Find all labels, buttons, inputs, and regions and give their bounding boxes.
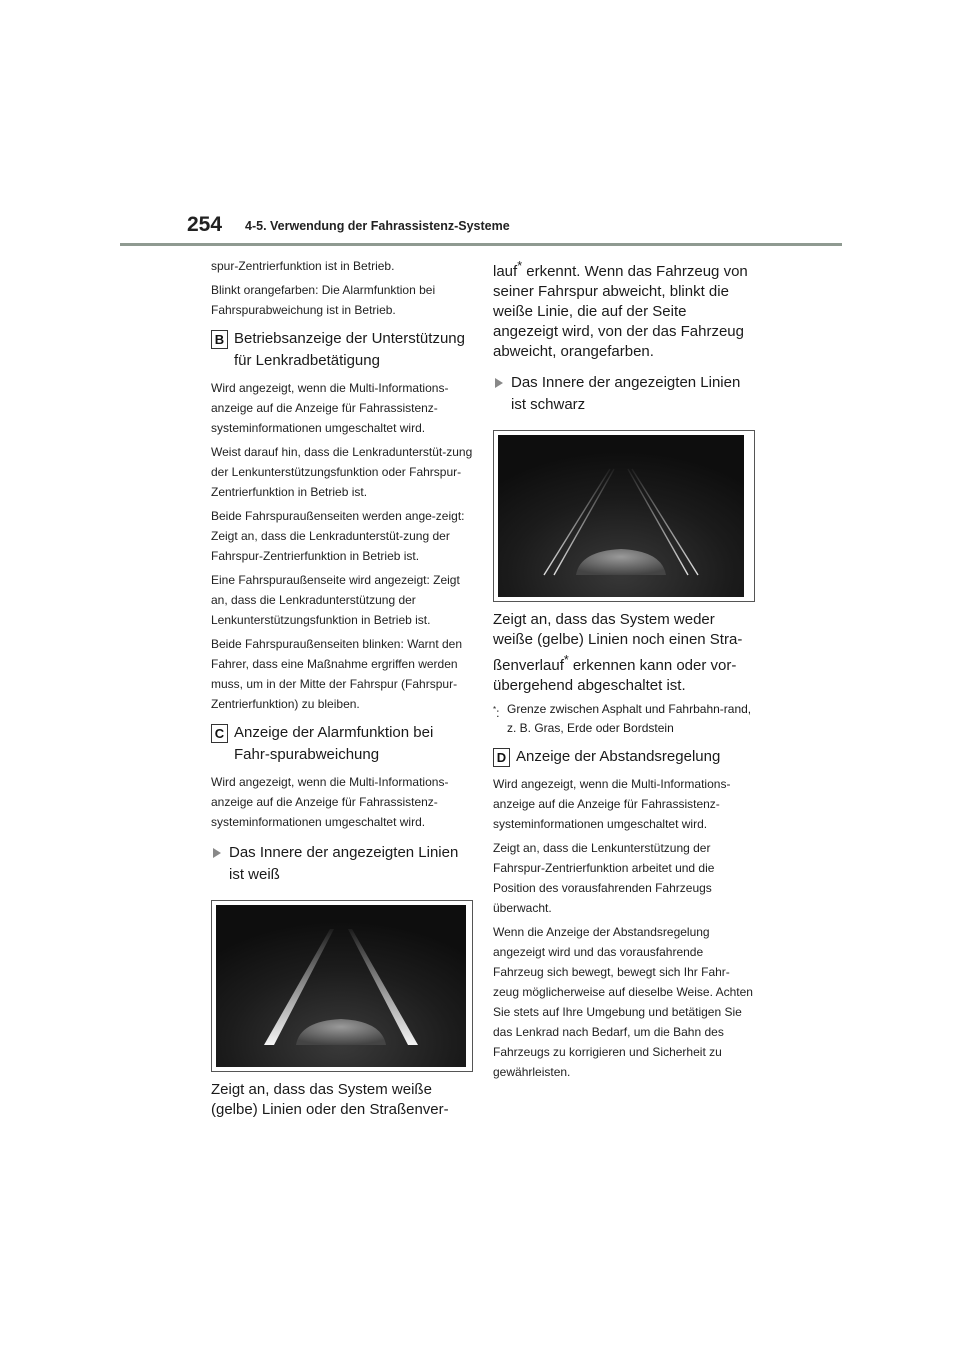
lane-display-figure-white	[211, 900, 473, 1072]
paragraph: spur-Zentrierfunktion ist in Betrieb.	[211, 259, 395, 273]
footnote-star: *	[493, 705, 497, 714]
paragraph: Beide Fahrspuraußenseiten blinken: Warnt den Fahrer, dass eine Maßnahme ergriffen werden muss, um in der Mitte der Fahrspur (Fahrspur-Zentrierfunktion) zu bleiben.	[211, 637, 463, 711]
paragraph: Beide Fahrspuraußenseiten werden ange-zeigt: Zeigt an, dass die Lenkradunterstüt-zung der Fahrspur-Zentrierfunktion in Betrieb ist.	[211, 509, 465, 563]
lane-white-illustration	[216, 905, 466, 1067]
paragraph: Wird angezeigt, wenn die Multi-Informations-anzeige auf die Anzeige für Fahrassistenz-systeminformationen umgeschaltet wird.	[211, 381, 449, 435]
section-badge-d: D	[493, 748, 510, 767]
section-title-d: Anzeige der Abstandsregelung	[516, 748, 721, 765]
section-title-b: Betriebsanzeige der Unterstützung für Lenkradbetätigung	[234, 330, 465, 369]
triangle-bullet-icon	[495, 378, 503, 388]
lane-black-illustration	[498, 435, 744, 597]
section-title-c: Anzeige der Alarmfunktion bei Fahr-spurabweichung	[234, 724, 434, 763]
paragraph: Zeigt an, dass die Lenkunterstützung der Fahrspur-Zentrierfunktion arbeitet und die Position des vorausfahrenden Fahrzeugs überwacht.	[493, 841, 715, 915]
footnote-text: Grenze zwischen Asphalt und Fahrbahn-rand, z. B. Gras, Erde oder Bordstein	[507, 702, 752, 735]
section-heading-b	[211, 328, 473, 372]
text-run: erkennen kann oder vor-übergehend abgeschaltet ist.	[493, 657, 737, 694]
right-column	[493, 256, 755, 1086]
paragraph	[493, 256, 755, 362]
footnote	[493, 700, 755, 738]
paragraph: Wird angezeigt, wenn die Multi-Informations-anzeige auf die Anzeige für Fahrassistenz-systeminformationen umgeschaltet wird.	[493, 777, 731, 831]
paragraph: Blinkt orangefarben: Die Alarmfunktion bei Fahrspurabweichung ist in Betrieb.	[211, 283, 436, 317]
section-badge-c: C	[211, 724, 228, 743]
bullet-text: Das Innere der angezeigten Linien ist schwarz	[511, 374, 741, 413]
section-heading-c	[211, 722, 473, 766]
lane-display-figure-black	[493, 430, 755, 602]
section-title: 4-5. Verwendung der Fahrassistenz-Systeme	[245, 219, 510, 233]
figure-caption: Zeigt an, dass das System weiße (gelbe) Linien oder den Straßenver-	[211, 1081, 449, 1118]
bullet-text: Das Innere der angezeigten Linien ist weiß	[229, 844, 459, 883]
paragraph: Wenn die Anzeige der Abstandsregelung angezeigt wird und das vorausfahrende Fahrzeug sich bewegt, bewegt sich Ihr Fahr-zeug möglicherweise auf dieselbe Weise. Achten Sie stets auf Ihre Umgebung und betätigen Sie das Lenkrad nach Bedarf, um die Bahn des Fahrzeugs zu korrigieren und Sicherheit zu gewährleisten.	[493, 925, 753, 1079]
text-run: Zeigt an, dass das System weder weiße (gelbe) Linien noch einen Stra-ßenverlauf	[493, 611, 743, 674]
footnote-mark	[493, 700, 499, 723]
section-badge-b: B	[211, 330, 228, 349]
triangle-bullet-icon	[213, 848, 221, 858]
paragraph: Weist darauf hin, dass die Lenkradunterstüt-zung der Lenkunterstützungsfunktion oder Fahrspur-Zentrierfunktion in Betrieb ist.	[211, 445, 473, 499]
left-column	[211, 256, 473, 1120]
paragraph: Wird angezeigt, wenn die Multi-Informations-anzeige auf die Anzeige für Fahrassistenz-systeminformationen umgeschaltet wird.	[211, 775, 449, 829]
text-run: lauf	[493, 263, 518, 280]
page-number: 254	[187, 213, 223, 236]
footnote-marker: *	[563, 653, 569, 667]
text-run: erkennt. Wenn das Fahrzeug von seiner Fahrspur abweicht, blinkt die weiße Linie, die auf der Seite angezeigt wird, von der das Fahrzeug abweicht, orangefarben.	[493, 263, 748, 360]
bullet-item	[211, 842, 473, 886]
footnote-colon: :	[496, 706, 500, 720]
figure-caption	[493, 610, 755, 696]
paragraph: Eine Fahrspuraußenseite wird angezeigt: Zeigt an, dass die Lenkradunterstützung der Lenkunterstützungsfunktion in Betrieb ist.	[211, 573, 460, 627]
header-rule	[120, 243, 842, 246]
section-heading-d	[493, 746, 755, 768]
footnote-marker: *	[517, 259, 523, 273]
bullet-item	[493, 372, 755, 416]
